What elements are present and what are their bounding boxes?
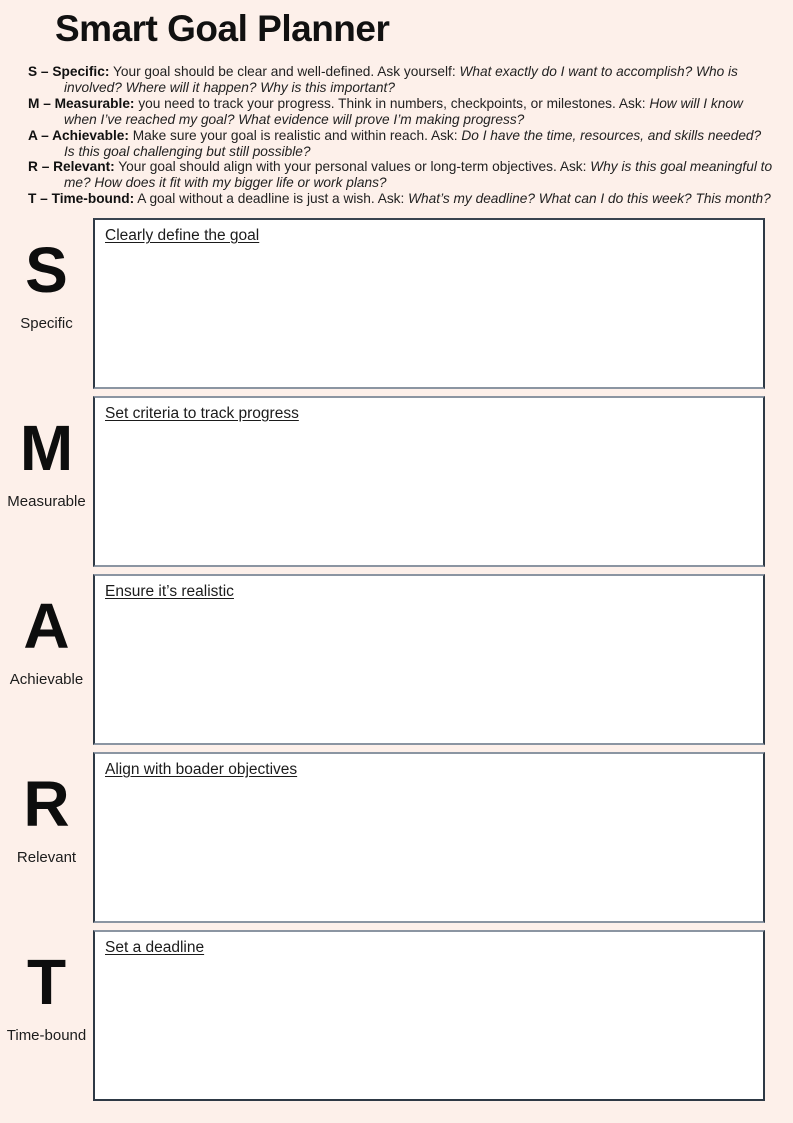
notes-box-relevant-heading: Align with boader objectives <box>105 761 298 778</box>
definition-timebound-label: T – Time-bound: <box>28 191 135 207</box>
section-timebound-label: Time-bound <box>6 1027 87 1044</box>
section-specific-label: Specific <box>20 315 73 332</box>
smart-definitions <box>28 64 775 207</box>
section-timebound-letter: T <box>26 946 67 1018</box>
smart-sections <box>0 218 793 1108</box>
page-title: Smart Goal Planner <box>55 8 390 49</box>
section-relevant-letter: R <box>23 768 70 840</box>
notes-box-timebound-heading: Set a deadline <box>105 939 205 956</box>
section-achievable-letter-column <box>0 574 93 745</box>
section-achievable-label: Achievable <box>9 671 84 688</box>
notes-box-specific-heading: Clearly define the goal <box>105 227 260 244</box>
section-specific-letter-column <box>0 218 93 389</box>
definition-relevant <box>28 159 775 191</box>
section-timebound-letter-column <box>0 930 93 1101</box>
section-relevant-letter-column <box>0 752 93 923</box>
section-achievable-letter: A <box>23 590 70 662</box>
definition-specific-label: S – Specific: <box>28 64 110 79</box>
definition-relevant-label: R – Relevant: <box>28 159 115 175</box>
section-specific <box>0 218 793 389</box>
definition-specific-question: What exactly do I want to accomplish? Who is involved? Where will it happen? Why is this important? <box>64 64 738 95</box>
section-specific-letter: S <box>25 234 68 306</box>
definition-specific <box>28 64 775 96</box>
definition-specific-text: Your goal should be clear and well-defined. Ask yourself: <box>112 64 456 79</box>
notes-box-timebound[interactable] <box>93 930 765 1101</box>
section-relevant <box>0 752 793 923</box>
section-achievable <box>0 574 793 745</box>
definition-relevant-text: Your goal should align with your personal values or long-term objectives. Ask: <box>118 159 587 175</box>
section-measurable-label: Measurable <box>7 493 86 510</box>
definition-achievable <box>28 128 775 160</box>
notes-box-measurable[interactable] <box>93 396 765 567</box>
notes-box-specific[interactable] <box>93 218 765 389</box>
definition-timebound-text: A goal without a deadline is just a wish. Ask: <box>137 191 405 207</box>
notes-box-relevant[interactable] <box>93 752 765 923</box>
definition-timebound-question: What’s my deadline? What can I do this week? This month? <box>408 191 771 207</box>
section-measurable <box>0 396 793 567</box>
definition-measurable-text: you need to track your progress. Think in numbers, checkpoints, or milestones. Ask: <box>138 95 646 111</box>
definition-timebound <box>28 191 775 207</box>
notes-box-measurable-heading: Set criteria to track progress <box>105 405 299 422</box>
definition-achievable-label: A – Achievable: <box>28 127 129 143</box>
definition-achievable-text: Make sure your goal is realistic and within reach. Ask: <box>132 127 458 143</box>
definition-achievable-question: Do I have the time, resources, and skills needed? Is this goal challenging but still possible? <box>64 127 762 159</box>
notes-box-achievable[interactable] <box>93 574 765 745</box>
section-measurable-letter: M <box>19 412 74 484</box>
notes-box-achievable-heading: Ensure it’s realistic <box>105 583 234 600</box>
section-timebound <box>0 930 793 1101</box>
definition-measurable-question: How will I know when I’ve reached my goal? What evidence will prove I’m making progress? <box>64 95 743 127</box>
section-measurable-letter-column <box>0 396 93 567</box>
definition-relevant-question: Why is this goal meaningful to me? How does it fit with my bigger life or work plans? <box>64 159 773 191</box>
definition-measurable-label: M – Measurable: <box>28 95 135 111</box>
definition-measurable <box>28 96 775 128</box>
section-relevant-label: Relevant <box>16 849 77 866</box>
